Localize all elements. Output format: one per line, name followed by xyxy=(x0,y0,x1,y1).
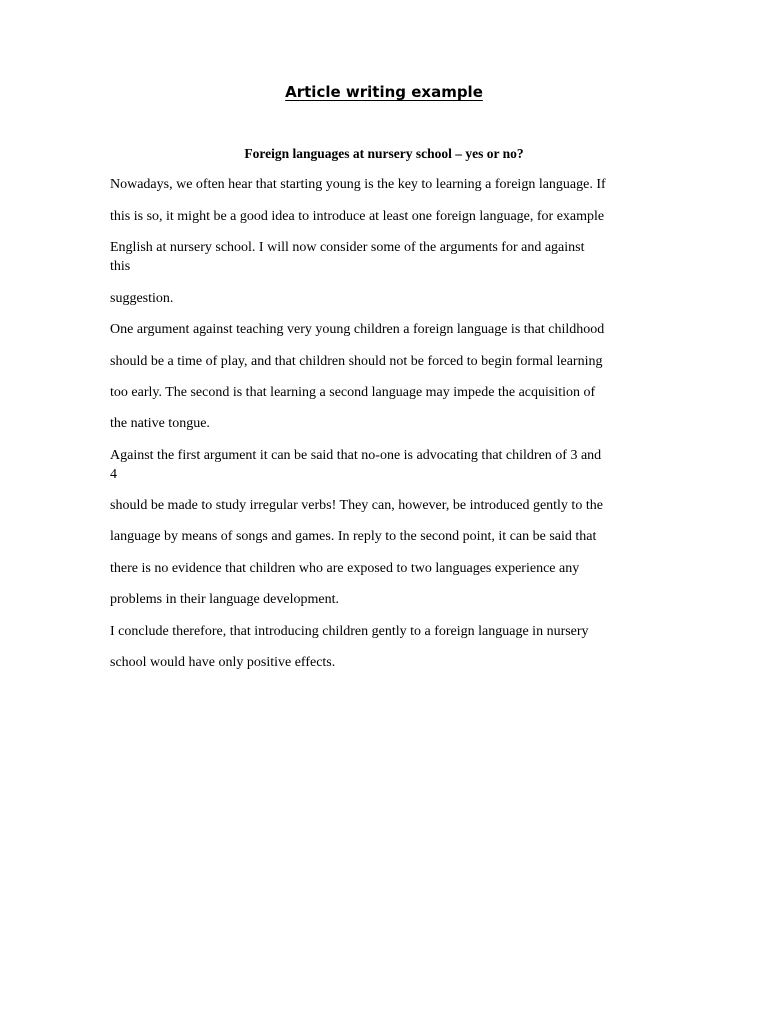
body-line: Against the first argument it can be said that no-one is advocating that children of 3 and xyxy=(110,448,602,463)
body-line: this xyxy=(110,259,131,274)
body-line: should be a time of play, and that children should not be forced to begin formal learning xyxy=(110,354,603,369)
body-line: too early. The second is that learning a second language may impede the acquisition of xyxy=(110,385,596,400)
document-title: Article writing example xyxy=(285,83,483,101)
body-line: Nowadays, we often hear that starting young is the key to learning a foreign language. If xyxy=(110,177,606,192)
body-line: 4 xyxy=(110,467,117,482)
body-line: school would have only positive effects. xyxy=(110,655,336,670)
body-line: English at nursery school. I will now consider some of the arguments for and against xyxy=(110,240,585,255)
body-line: problems in their language development. xyxy=(110,592,339,607)
body-line: there is no evidence that children who are exposed to two languages experience any xyxy=(110,561,580,576)
body-line: I conclude therefore, that introducing children gently to a foreign language in nursery xyxy=(110,624,589,639)
body-line: the native tongue. xyxy=(110,416,210,431)
body-line: should be made to study irregular verbs! They can, however, be introduced gently to the xyxy=(110,498,603,513)
body-line: this is so, it might be a good idea to introduce at least one foreign language, for example xyxy=(110,209,605,224)
body-line: language by means of songs and games. In reply to the second point, it can be said that xyxy=(110,529,597,544)
article-heading: Foreign languages at nursery school – yes or no? xyxy=(244,146,524,161)
body-line: One argument against teaching very young children a foreign language is that childhood xyxy=(110,322,605,337)
body-line: suggestion. xyxy=(110,291,174,306)
